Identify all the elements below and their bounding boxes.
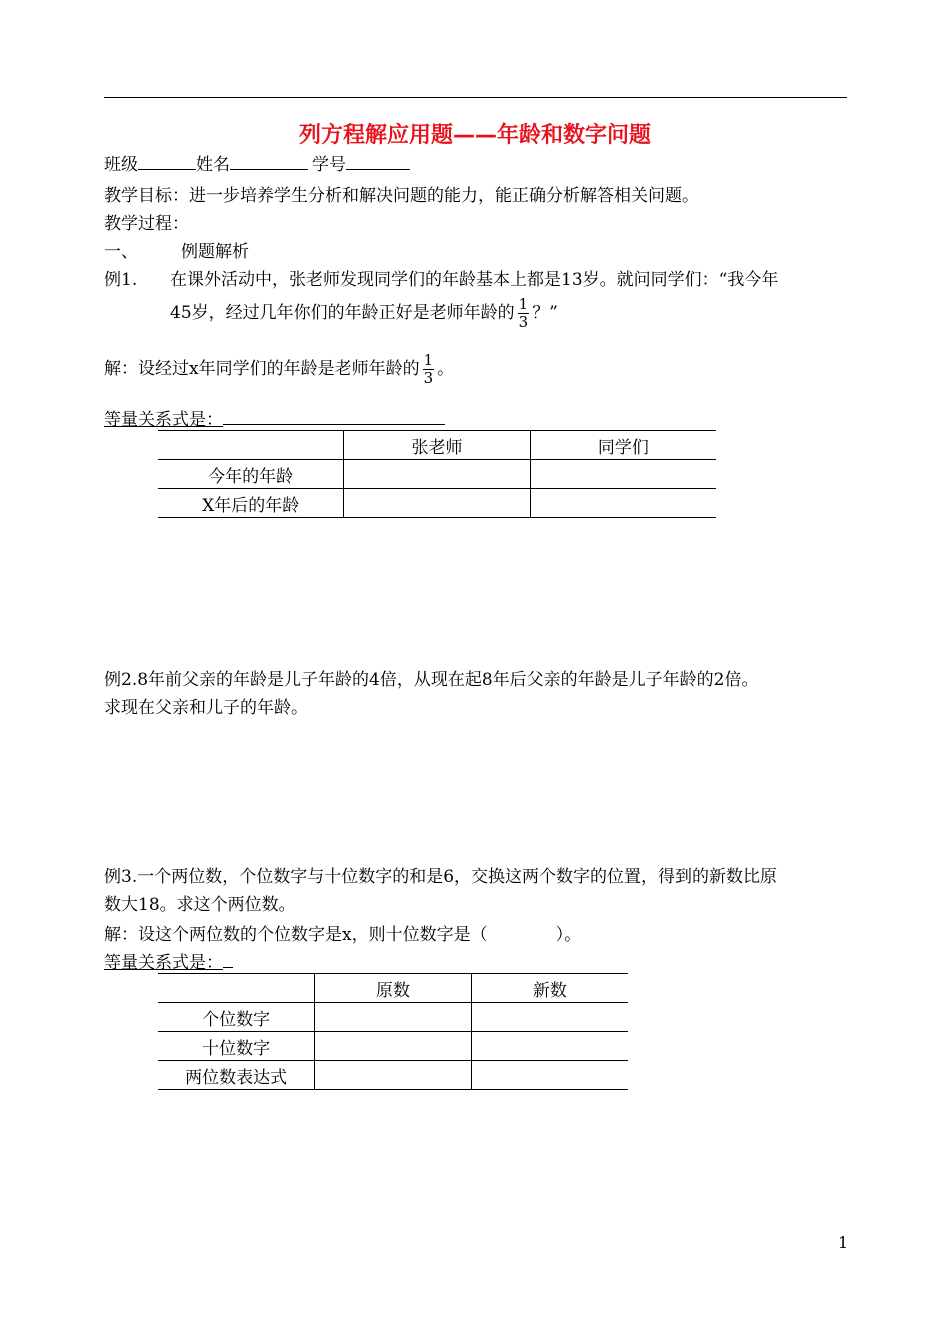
- table-cell[interactable]: [471, 1032, 628, 1061]
- section-title: 例题解析: [181, 242, 249, 262]
- fraction-numerator: 1: [423, 351, 434, 369]
- table-row: [158, 1032, 628, 1061]
- table-cell[interactable]: [344, 460, 530, 489]
- example1-line1: 在课外活动中，张老师发现同学们的年龄基本上都是13岁。就问同学们：“我今年: [170, 270, 779, 290]
- fraction-denominator: 3: [518, 313, 529, 331]
- table-header-row: [158, 974, 628, 1003]
- example3-relation: [104, 948, 233, 973]
- class-label: 班级: [104, 155, 138, 175]
- table-cell: [158, 431, 344, 460]
- table-row: [158, 1061, 628, 1090]
- table-cell[interactable]: [315, 1003, 471, 1032]
- age-table: [158, 430, 716, 518]
- table-header-students: 同学们: [530, 431, 716, 460]
- name-label: 姓名: [196, 155, 230, 175]
- relation-label: 等量关系式是：: [104, 410, 223, 430]
- table-cell[interactable]: [530, 489, 716, 518]
- relation-blank[interactable]: [223, 951, 233, 968]
- table-cell[interactable]: [530, 460, 716, 489]
- example1-label: 例1.: [104, 270, 138, 290]
- example1-solution: [104, 352, 454, 387]
- row-label: 个位数字: [158, 1003, 315, 1032]
- example1-line2-end: ？”: [532, 303, 558, 323]
- section-number: 一、: [104, 242, 138, 262]
- teaching-objective: 教学目标：进一步培养学生分析和解决问题的能力，能正确分析解答相关问题。: [104, 186, 699, 206]
- table-cell[interactable]: [471, 1061, 628, 1090]
- row-label: X年后的年龄: [158, 489, 344, 518]
- table-cell: [158, 974, 315, 1003]
- relation-label: 等量关系式是：: [104, 953, 223, 973]
- example1-solution-text: 解：设经过x年同学们的年龄是老师年龄的: [104, 359, 420, 379]
- example1-line2: [170, 296, 558, 331]
- fraction-one-third: [423, 352, 435, 387]
- number-blank[interactable]: [346, 153, 410, 170]
- page-title: 列方程解应用题——年龄和数字问题: [298, 123, 651, 148]
- example3-solution: 解：设这个两位数的个位数字是x，则十位数字是（ ）。: [104, 925, 582, 945]
- table-header-new: 新数: [471, 974, 628, 1003]
- row-label: 十位数字: [158, 1032, 315, 1061]
- example1-solution-end: 。: [437, 359, 455, 379]
- relation-blank[interactable]: [223, 408, 445, 425]
- table-cell[interactable]: [344, 489, 530, 518]
- table-cell[interactable]: [315, 1061, 471, 1090]
- table-header-original: 原数: [315, 974, 471, 1003]
- table-cell[interactable]: [315, 1032, 471, 1061]
- fraction-numerator: 1: [518, 295, 529, 313]
- example2-line1: 例2.8年前父亲的年龄是儿子年龄的4倍，从现在起8年后父亲的年龄是儿子年龄的2倍。: [104, 670, 759, 690]
- table-header-row: [158, 431, 716, 460]
- digit-table: [158, 973, 628, 1090]
- example2-line2: 求现在父亲和儿子的年龄。: [104, 698, 308, 718]
- row-label: 两位数表达式: [158, 1061, 315, 1090]
- table-row: [158, 489, 716, 518]
- table-row: [158, 460, 716, 489]
- fraction-one-third: [518, 296, 530, 331]
- table-row: [158, 1003, 628, 1032]
- page-number: 1: [838, 1233, 849, 1252]
- table-cell[interactable]: [471, 1003, 628, 1032]
- example3-line1: 例3.一个两位数，个位数字与十位数字的和是6，交换这两个数字的位置，得到的新数比原: [104, 867, 778, 887]
- header-rule: [104, 97, 847, 98]
- table-header-teacher: 张老师: [344, 431, 530, 460]
- example1-relation: [104, 405, 445, 430]
- fraction-denominator: 3: [423, 369, 434, 387]
- row-label: 今年的年龄: [158, 460, 344, 489]
- header-fields: [104, 150, 410, 175]
- example1-line2-text: 45岁，经过几年你们的年龄正好是老师年龄的: [170, 303, 515, 323]
- example3-line2: 数大18。求这个两位数。: [104, 895, 296, 915]
- name-blank[interactable]: [230, 153, 308, 170]
- number-label: 学号: [312, 155, 346, 175]
- class-blank[interactable]: [138, 153, 196, 170]
- teaching-process: 教学过程：: [104, 214, 189, 234]
